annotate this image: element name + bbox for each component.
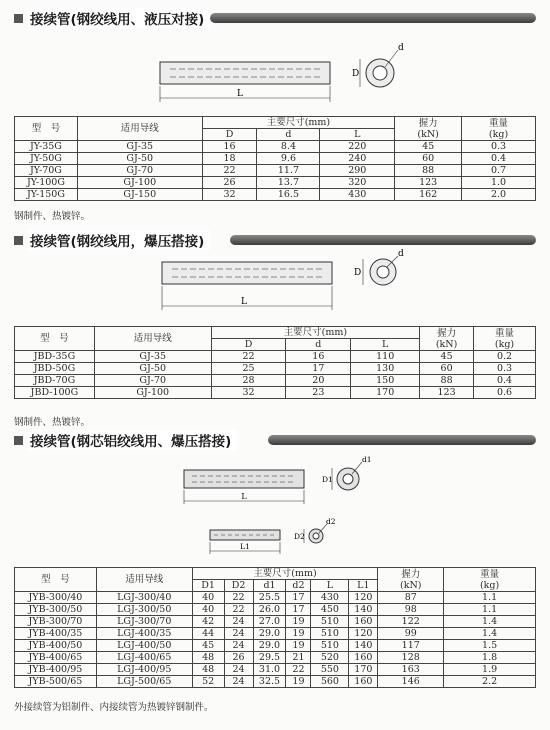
col-force: 握力 (kN) [395, 117, 462, 141]
table-cell: 120 [349, 592, 378, 604]
table-cell: 88 [420, 375, 474, 387]
table-cell: 27.0 [253, 616, 286, 628]
section-1-diagram [140, 40, 440, 120]
table-cell: 87 [378, 592, 444, 604]
table-cell: JY-70G [15, 165, 78, 177]
table-cell: 48 [192, 664, 224, 676]
table-cell: 42 [192, 616, 224, 628]
table-cell: 99 [378, 628, 444, 640]
table-cell: JBD-50G [15, 363, 95, 375]
section-2-diagram [140, 244, 440, 318]
table-row [15, 604, 536, 616]
table-cell: 110 [351, 351, 420, 363]
table-cell: 11.7 [257, 165, 320, 177]
table-cell: 18 [202, 153, 257, 165]
table-cell: 1.0 [462, 177, 536, 189]
table-cell: 170 [351, 387, 420, 399]
table-cell: 0.2 [474, 351, 536, 363]
table-cell: 22 [224, 604, 253, 616]
table-cell: 52 [192, 676, 224, 688]
table-cell: 26 [202, 177, 257, 189]
table-cell: GJ-35 [94, 351, 211, 363]
table-cell: 29.0 [253, 628, 286, 640]
table-cell: LGJ-300/70 [96, 616, 192, 628]
table-cell: 162 [395, 189, 462, 201]
table-cell: 88 [395, 165, 462, 177]
dim-d1-label: d1 [362, 455, 372, 464]
table-row [15, 153, 536, 165]
table-cell: 0.3 [462, 141, 536, 153]
table-cell: 120 [349, 628, 378, 640]
table-cell: 22 [211, 351, 286, 363]
table-cell: 510 [311, 640, 349, 652]
table-cell: 45 [420, 351, 474, 363]
table-cell: JBD-35G [15, 351, 95, 363]
table-cell: 0.4 [462, 153, 536, 165]
col-model: 型 号 [15, 117, 78, 141]
table-cell: 22 [224, 592, 253, 604]
table-cell: 1.4 [444, 628, 536, 640]
table-cell: JYB-400/95 [15, 664, 97, 676]
table-cell: 117 [378, 640, 444, 652]
table-row [15, 628, 536, 640]
col-weight: 重量 (kg) [474, 327, 536, 351]
table-cell: 17 [286, 604, 311, 616]
table-row [15, 640, 536, 652]
table-cell: 13.7 [257, 177, 320, 189]
table-cell: LGJ-400/65 [96, 652, 192, 664]
table-row [15, 616, 536, 628]
section-bullet-icon [14, 14, 23, 23]
col-weight: 重量 (kg) [444, 568, 536, 592]
table-cell: 98 [378, 604, 444, 616]
table-cell: 17 [286, 363, 351, 375]
col-d: d [286, 339, 351, 351]
table-cell: 31.0 [253, 664, 286, 676]
col-L: L [351, 339, 420, 351]
table-cell: 29.5 [253, 652, 286, 664]
section-1-rows [15, 141, 536, 201]
table-cell: LGJ-400/35 [96, 628, 192, 640]
table-cell: 320 [320, 177, 395, 189]
table-cell: 25.5 [253, 592, 286, 604]
col-dims: 主要尺寸(mm) [192, 568, 378, 580]
col-D2: D2 [224, 580, 253, 592]
col-model: 型 号 [15, 568, 97, 592]
table-cell: 29.0 [253, 640, 286, 652]
table-cell: 2.2 [444, 676, 536, 688]
section-3-bar [268, 435, 536, 445]
table-cell: 60 [395, 153, 462, 165]
table-cell: 160 [349, 652, 378, 664]
table-cell: 60 [420, 363, 474, 375]
col-d: d [257, 129, 320, 141]
table-cell: 220 [320, 141, 395, 153]
table-cell: 122 [378, 616, 444, 628]
table-cell: 22 [286, 664, 311, 676]
section-3-title: 接续管(钢芯铝绞线用、爆压搭接) [28, 430, 237, 450]
table-cell: 26.0 [253, 604, 286, 616]
table-cell: 32 [211, 387, 286, 399]
section-2-title: 接续管(钢绞线用，爆压搭接) [28, 230, 210, 250]
table-cell: JYB-300/40 [15, 592, 97, 604]
table-row [15, 676, 536, 688]
table-cell: 19 [286, 676, 311, 688]
table-row [15, 387, 536, 399]
section-1-header [14, 9, 210, 27]
section-1-title: 接续管(钢绞线用、液压对接) [28, 8, 210, 28]
table-cell: 0.7 [462, 165, 536, 177]
table-cell: 520 [311, 652, 349, 664]
table-cell: LGJ-300/50 [96, 604, 192, 616]
table-cell: GJ-50 [94, 363, 211, 375]
col-conductor: 适用导线 [94, 327, 211, 351]
table-cell: JY-50G [15, 153, 78, 165]
table-cell: 45 [395, 141, 462, 153]
col-d1: d1 [253, 580, 286, 592]
table-cell: 19 [286, 628, 311, 640]
table-cell: JY-150G [15, 189, 78, 201]
table-cell: GJ-70 [94, 375, 211, 387]
table-cell: GJ-100 [94, 387, 211, 399]
col-dims: 主要尺寸(mm) [211, 327, 420, 339]
table-cell: GJ-70 [77, 165, 202, 177]
dim-L1-label: L1 [240, 542, 250, 551]
table-cell: LGJ-400/50 [96, 640, 192, 652]
table-row [15, 141, 536, 153]
table-cell: 1.9 [444, 664, 536, 676]
table-cell: 8.4 [257, 141, 320, 153]
col-model: 型 号 [15, 327, 95, 351]
table-cell: 0.3 [474, 363, 536, 375]
table-row [15, 592, 536, 604]
table-cell: GJ-100 [77, 177, 202, 189]
section-3-table [14, 567, 536, 688]
section-1-table [14, 116, 536, 201]
table-cell: JYB-300/70 [15, 616, 97, 628]
col-D: D [202, 129, 257, 141]
col-L: L [311, 580, 349, 592]
table-cell: 0.6 [474, 387, 536, 399]
table-cell: 1.1 [444, 592, 536, 604]
col-weight: 重量 (kg) [462, 117, 536, 141]
table-cell: 130 [351, 363, 420, 375]
table-cell: 25 [211, 363, 286, 375]
section-2-bar [230, 235, 536, 245]
table-cell: 19 [286, 616, 311, 628]
table-cell: GJ-35 [77, 141, 202, 153]
dim-L-label: L [237, 89, 243, 99]
table-cell: 550 [311, 664, 349, 676]
table-cell: 28 [211, 375, 286, 387]
col-D: D [211, 339, 286, 351]
table-cell: 19 [286, 640, 311, 652]
table-cell: 1.1 [444, 604, 536, 616]
table-cell: LGJ-300/40 [96, 592, 192, 604]
dim-L-label: L [241, 297, 247, 307]
table-cell: 146 [378, 676, 444, 688]
table-cell: 123 [420, 387, 474, 399]
dim-D-label: D [354, 268, 362, 278]
table-cell: 32.5 [253, 676, 286, 688]
section-bullet-icon [14, 236, 23, 245]
section-3-header [14, 431, 237, 449]
col-conductor: 适用导线 [77, 117, 202, 141]
table-cell: 140 [349, 604, 378, 616]
col-d2: d2 [286, 580, 311, 592]
table-cell: 24 [224, 676, 253, 688]
table-cell: 24 [224, 628, 253, 640]
table-cell: 23 [286, 387, 351, 399]
table-cell: 160 [349, 676, 378, 688]
col-D1: D1 [192, 580, 224, 592]
table-cell: LGJ-400/95 [96, 664, 192, 676]
table-row [15, 177, 536, 189]
table-cell: 16 [286, 351, 351, 363]
col-L1: L1 [349, 580, 378, 592]
table-cell: 290 [320, 165, 395, 177]
table-cell: 22 [202, 165, 257, 177]
table-cell: 560 [311, 676, 349, 688]
table-cell: JYB-400/35 [15, 628, 97, 640]
table-cell: JYB-300/50 [15, 604, 97, 616]
table-cell: 450 [311, 604, 349, 616]
table-cell: 150 [351, 375, 420, 387]
table-cell: JYB-400/50 [15, 640, 97, 652]
table-cell: 1.8 [444, 652, 536, 664]
table-row [15, 652, 536, 664]
table-cell: JYB-400/65 [15, 652, 97, 664]
table-cell: LGJ-500/65 [96, 676, 192, 688]
section-3-rows [15, 592, 536, 688]
table-cell: 240 [320, 153, 395, 165]
table-cell: JBD-70G [15, 375, 95, 387]
table-cell: 430 [311, 592, 349, 604]
table-cell: 170 [349, 664, 378, 676]
table-cell: 16.5 [257, 189, 320, 201]
table-cell: 123 [395, 177, 462, 189]
table-cell: 510 [311, 628, 349, 640]
section-2-rows [15, 351, 536, 399]
section-2-table [14, 326, 536, 399]
dim-L-label: L [241, 492, 247, 501]
table-cell: 160 [349, 616, 378, 628]
dim-d2-label: d2 [326, 517, 336, 526]
section-1-bar [210, 13, 536, 23]
table-row [15, 363, 536, 375]
section-1-note: 钢制件、热镀锌。 [14, 211, 91, 222]
section-2-header [14, 231, 210, 249]
section-bullet-icon [14, 436, 23, 445]
table-cell: 1.4 [444, 616, 536, 628]
dim-d-label: d [398, 43, 404, 53]
table-cell: 140 [349, 640, 378, 652]
table-cell: 2.0 [462, 189, 536, 201]
section-3-note: 外接续管为铝制件、内接续管为热镀锌钢制件。 [14, 702, 214, 713]
dim-D2-label: D2 [294, 532, 305, 541]
table-cell: GJ-150 [77, 189, 202, 201]
table-row [15, 351, 536, 363]
table-row [15, 375, 536, 387]
dim-D-label: D [352, 69, 360, 79]
dim-D1-label: D1 [322, 475, 333, 484]
table-row [15, 664, 536, 676]
table-cell: 0.4 [474, 375, 536, 387]
table-cell: 16 [202, 141, 257, 153]
col-dims: 主要尺寸(mm) [202, 117, 395, 129]
table-cell: 20 [286, 375, 351, 387]
table-cell: 44 [192, 628, 224, 640]
col-L: L [320, 129, 395, 141]
table-cell: 32 [202, 189, 257, 201]
table-cell: 40 [192, 604, 224, 616]
table-cell: 128 [378, 652, 444, 664]
dim-d-label: d [398, 249, 404, 259]
table-row [15, 189, 536, 201]
table-cell: 40 [192, 592, 224, 604]
table-cell: JY-100G [15, 177, 78, 189]
table-cell: 163 [378, 664, 444, 676]
col-force: 握力 (kN) [420, 327, 474, 351]
table-cell: 1.5 [444, 640, 536, 652]
table-row [15, 165, 536, 177]
section-2-note: 钢制件、热镀锌。 [14, 417, 91, 428]
table-cell: JBD-100G [15, 387, 95, 399]
table-cell: 9.6 [257, 153, 320, 165]
table-cell: 45 [192, 640, 224, 652]
table-cell: GJ-50 [77, 153, 202, 165]
col-conductor: 适用导线 [96, 568, 192, 592]
table-cell: 21 [286, 652, 311, 664]
table-cell: JY-35G [15, 141, 78, 153]
table-cell: 26 [224, 652, 253, 664]
col-force: 握力 (kN) [378, 568, 444, 592]
table-cell: 24 [224, 664, 253, 676]
table-cell: JYB-500/65 [15, 676, 97, 688]
table-cell: 510 [311, 616, 349, 628]
section-3-diagram [170, 450, 400, 568]
table-cell: 24 [224, 640, 253, 652]
table-cell: 24 [224, 616, 253, 628]
table-cell: 48 [192, 652, 224, 664]
table-cell: 430 [320, 189, 395, 201]
table-cell: 17 [286, 592, 311, 604]
